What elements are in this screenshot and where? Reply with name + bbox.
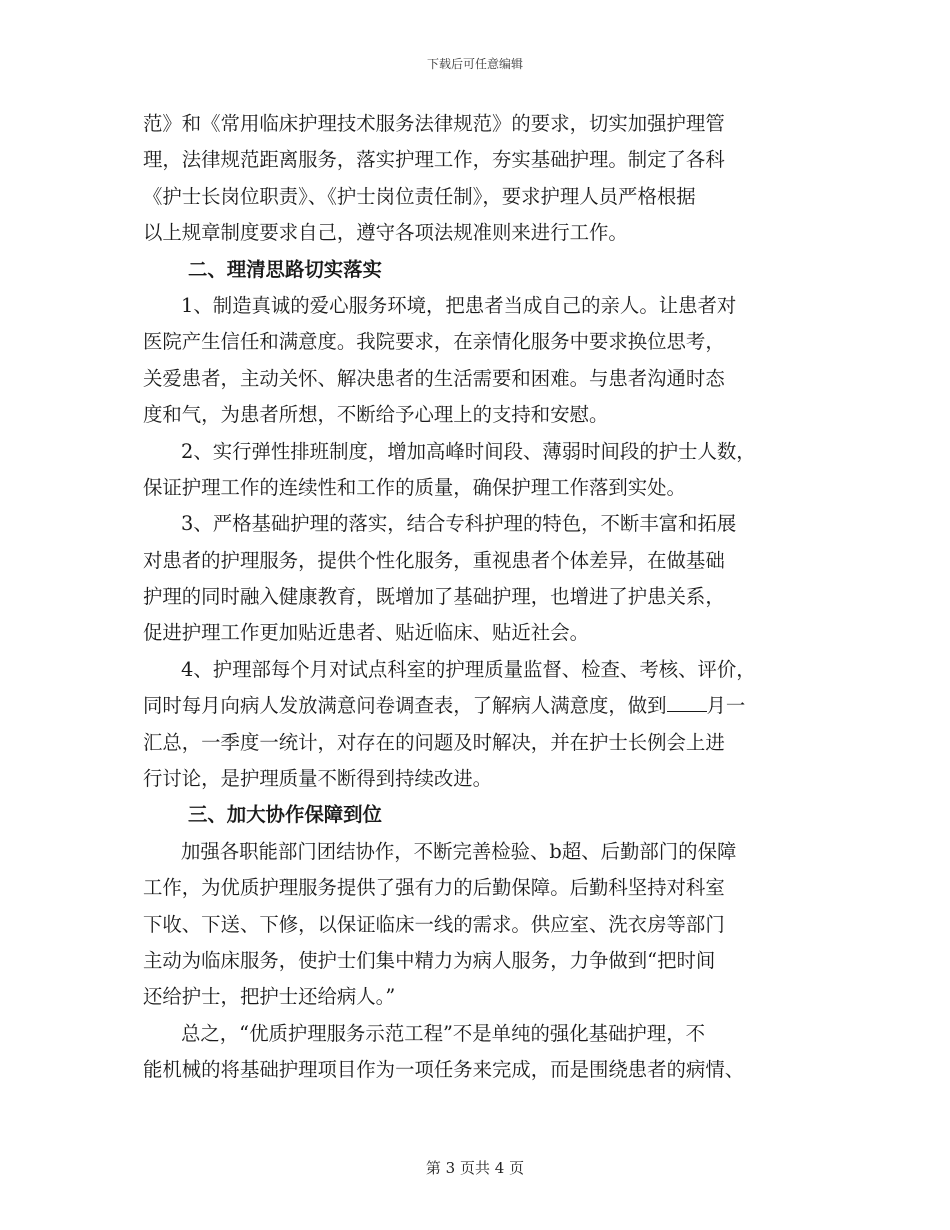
paragraph-first-line: 总之，“优质护理服务示范工程”不是单纯的强化基础护理，不 (181, 1021, 705, 1045)
body-line: 下收、下送、下修，以保证临床一线的需求。供应室、洗衣房等部门 (143, 912, 725, 936)
body-line: 医院产生信任和满意度。我院要求，在亲情化服务中要求换位思考， (143, 330, 725, 354)
fill-in-blank (667, 689, 707, 712)
body-line: 能机械的将基础护理项目作为一项任务来完成，而是围绕患者的病情、 (143, 1058, 745, 1082)
paragraph-first-line: 3、严格基础护理的落实，结合专科护理的特色，不断丰富和拓展 (181, 512, 737, 536)
body-line: 行讨论，是护理质量不断得到持续改进。 (143, 767, 493, 791)
page-header: 下载后可任意编辑 (426, 57, 523, 71)
body-line: 以上规章制度要求自己，遵守各项法规准则来进行工作。 (143, 221, 628, 245)
body-line: 范》和《常用临床护理技术服务法律规范》的要求，切实加强护理管 (143, 112, 725, 135)
section-heading: 二、理清思路切实落实 (188, 257, 382, 281)
body-line: 保证护理工作的连续性和工作的质量，确保护理工作落到实处。 (143, 475, 686, 499)
body-line: 促进护理工作更加贴近患者、贴近临床、贴近社会。 (143, 621, 589, 645)
paragraph-first-line: 加强各职能部门团结协作，不断完善检验、b超、后勤部门的保障 (181, 839, 737, 863)
body-line: 关爱患者，主动关怀、解决患者的生活需要和困难。与患者沟通时态 (143, 366, 725, 390)
body-line: 主动为临床服务，使护士们集中精力为病人服务，力争做到“把时间 (143, 948, 716, 972)
body-line: 工作，为优质护理服务提供了强有力的后勤保障。后勤科坚持对科室 (143, 876, 725, 900)
body-line: 对患者的护理服务，提供个性化服务，重视患者个体差异，在做基础 (143, 548, 725, 572)
body-line: 护理的同时融入健康教育，既增加了基础护理，也增进了护患关系， (143, 585, 725, 609)
body-line: 度和气，为患者所想，不断给予心理上的支持和安慰。 (143, 403, 609, 427)
body-line: 《护士长岗位职责》、《护士岗位责任制》，要求护理人员严格根据 (143, 184, 696, 208)
body-line: 还给护士，把护士还给病人。” (143, 985, 396, 1009)
paragraph-first-line: 1、制造真诚的爱心服务环境，把患者当成自己的亲人。让患者对 (181, 293, 737, 317)
document-body (143, 106, 815, 1089)
body-line: 同时每月向病人发放满意问卷调查表，了解病人满意度，做到 月一 (143, 688, 815, 724)
paragraph-first-line: 4、护理部每个月对试点科室的护理质量监督、检查、考核、评价， (181, 657, 756, 681)
page-footer: 第 3 页共 4 页 (425, 1159, 525, 1177)
body-line: 汇总，一季度一统计，对存在的问题及时解决，并在护士长例会上进 (143, 730, 725, 754)
paragraph-first-line: 2、实行弹性排班制度，增加高峰时间段、薄弱时间段的护士人数， (181, 439, 756, 463)
body-line: 理，法律规范距离服务，落实护理工作，夯实基础护理。制定了各科 (143, 148, 725, 172)
section-heading: 三、加大协作保障到位 (188, 803, 382, 827)
